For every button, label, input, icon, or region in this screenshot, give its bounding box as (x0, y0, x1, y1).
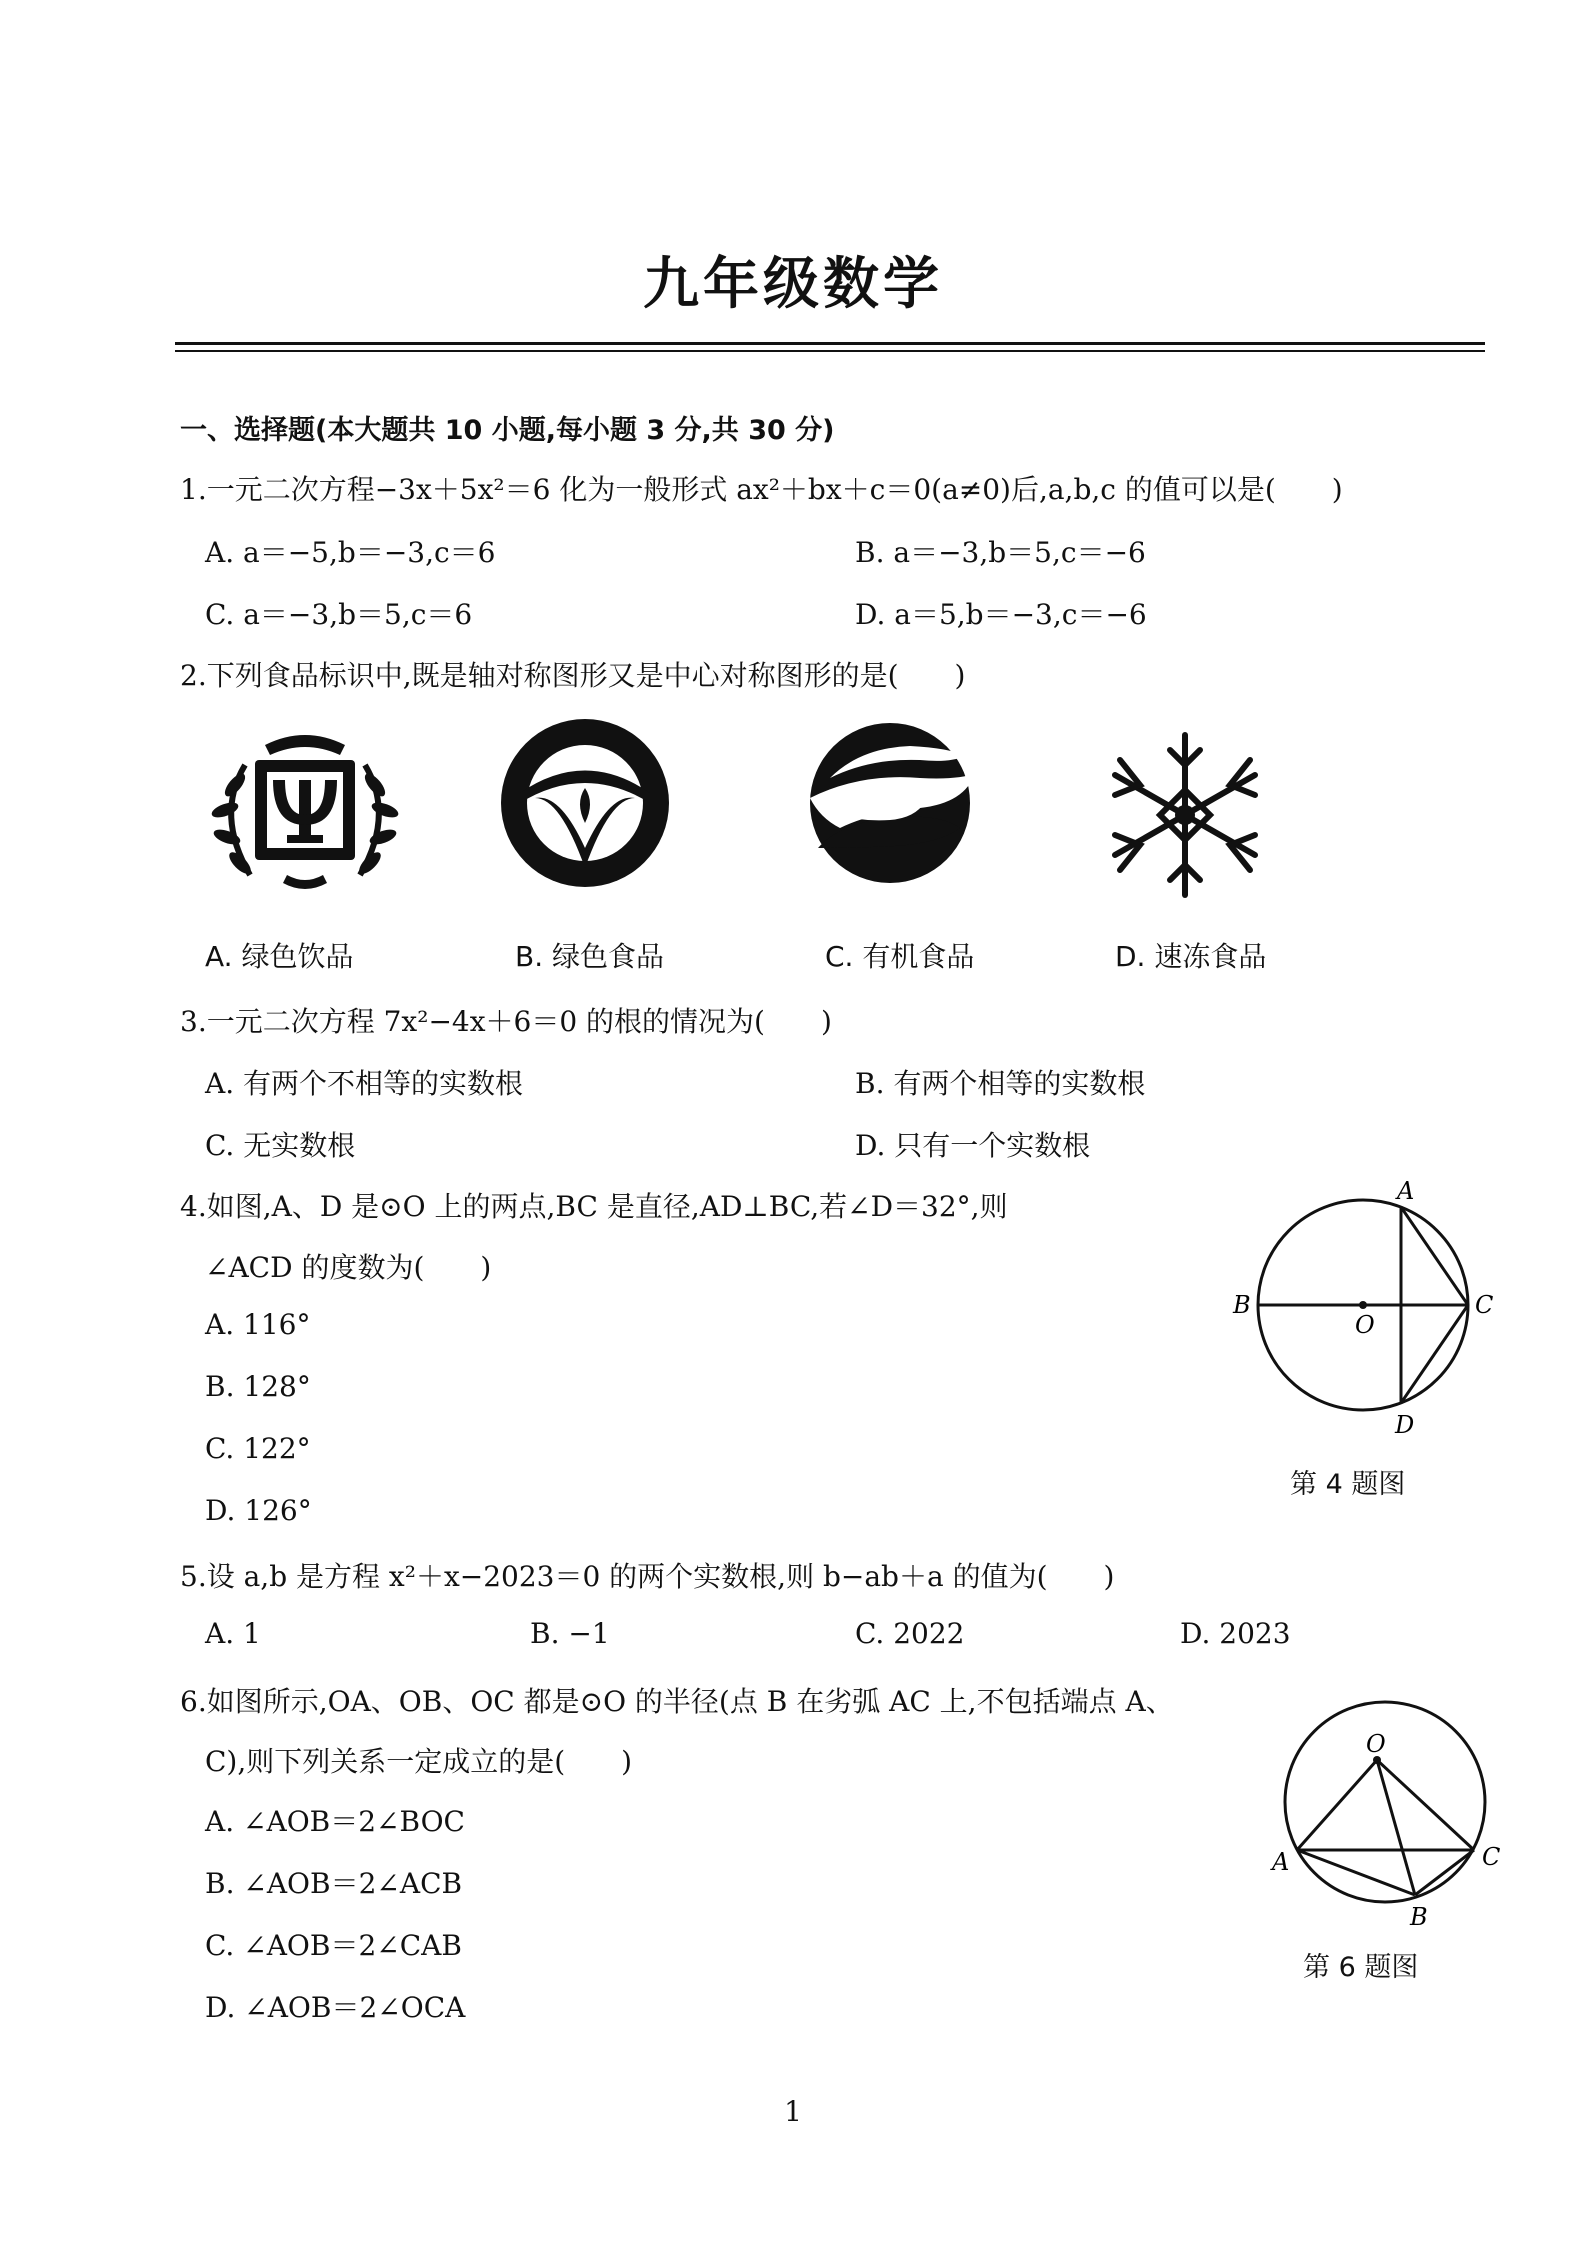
question-4-option-b: B. 128° (205, 1370, 311, 1403)
question-2-option-a: A. 绿色饮品 (205, 940, 354, 973)
question-2-option-b: B. 绿色食品 (515, 940, 665, 973)
title-rule (175, 342, 1485, 345)
question-1-stem: 1.一元二次方程−3x＋5x²＝6 化为一般形式 ax²＋bx＋c＝0(a≠0)后,a,b,c 的值可以是( ) (180, 473, 1343, 506)
question-6-stem-line2: C),则下列关系一定成立的是( ) (205, 1745, 633, 1778)
question-5-option-b: B. −1 (530, 1617, 610, 1650)
question-4-stem-line2: ∠ACD 的度数为( ) (205, 1251, 492, 1284)
question-6-figure (1260, 1690, 1510, 1935)
question-3-option-d: D. 只有一个实数根 (855, 1129, 1091, 1162)
figure-4-label-a: A (1397, 1177, 1415, 1205)
question-4-figure-caption: 第 4 题图 (1290, 1469, 1406, 1500)
question-5-stem: 5.设 a,b 是方程 x²＋x−2023＝0 的两个实数根,则 b−ab＋a 的值为( ) (180, 1560, 1115, 1593)
question-3-option-c: C. 无实数根 (205, 1129, 356, 1162)
figure-4-label-b: B (1233, 1291, 1251, 1319)
question-2-option-d: D. 速冻食品 (1115, 940, 1267, 973)
question-5-option-c: C. 2022 (855, 1617, 965, 1650)
question-1-option-d: D. a＝5,b＝−3,c＝−6 (855, 598, 1147, 631)
organic-food-logo-icon (800, 718, 980, 888)
page-title: 九年级数学 (643, 252, 943, 317)
question-2-stem: 2.下列食品标识中,既是轴对称图形又是中心对称图形的是( ) (180, 659, 966, 692)
question-4-option-a: A. 116° (205, 1308, 311, 1341)
figure-6-label-o: O (1366, 1730, 1386, 1758)
question-3-stem: 3.一元二次方程 7x²−4x＋6＝0 的根的情况为( ) (180, 1005, 832, 1038)
question-4-option-d: D. 126° (205, 1494, 312, 1527)
question-5-option-a: A. 1 (205, 1617, 261, 1650)
question-3-option-b: B. 有两个相等的实数根 (855, 1067, 1146, 1100)
question-4-figure (1225, 1175, 1505, 1445)
question-1-option-a: A. a＝−5,b＝−3,c＝6 (205, 536, 496, 569)
frozen-food-snowflake-icon (1100, 730, 1270, 900)
figure-6-label-a: A (1272, 1848, 1290, 1876)
question-5-option-d: D. 2023 (1180, 1617, 1291, 1650)
figure-4-label-d: D (1395, 1411, 1415, 1439)
question-1-option-c: C. a＝−3,b＝5,c＝6 (205, 598, 473, 631)
question-3-option-a: A. 有两个不相等的实数根 (205, 1067, 524, 1100)
question-6-stem-line1: 6.如图所示,OA、OB、OC 都是⊙O 的半径(点 B 在劣弧 AC 上,不包括端点 A、 (180, 1685, 1174, 1718)
section-heading: 一、选择题(本大题共 10 小题,每小题 3 分,共 30 分) (180, 415, 835, 446)
question-6-option-b: B. ∠AOB＝2∠ACB (205, 1867, 463, 1900)
figure-4-label-o: O (1355, 1311, 1375, 1339)
title-rule-thin (175, 350, 1485, 352)
question-4-option-c: C. 122° (205, 1432, 311, 1465)
green-food-logo-icon (500, 718, 670, 888)
question-6-option-d: D. ∠AOB＝2∠OCA (205, 1991, 466, 2024)
question-6-figure-caption: 第 6 题图 (1303, 1952, 1419, 1983)
figure-6-label-b: B (1410, 1903, 1428, 1931)
question-2-option-c: C. 有机食品 (825, 940, 975, 973)
question-6-option-c: C. ∠AOB＝2∠CAB (205, 1929, 462, 1962)
question-4-stem-line1: 4.如图,A、D 是⊙O 上的两点,BC 是直径,AD⊥BC,若∠D＝32°,则 (180, 1190, 1008, 1223)
question-6-option-a: A. ∠AOB＝2∠BOC (205, 1805, 465, 1838)
green-drink-logo-icon (205, 725, 405, 905)
figure-6-label-c: C (1482, 1843, 1501, 1871)
figure-4-label-c: C (1475, 1291, 1494, 1319)
page-number: 1 (784, 2095, 802, 2128)
question-1-option-b: B. a＝−3,b＝5,c＝−6 (855, 536, 1146, 569)
